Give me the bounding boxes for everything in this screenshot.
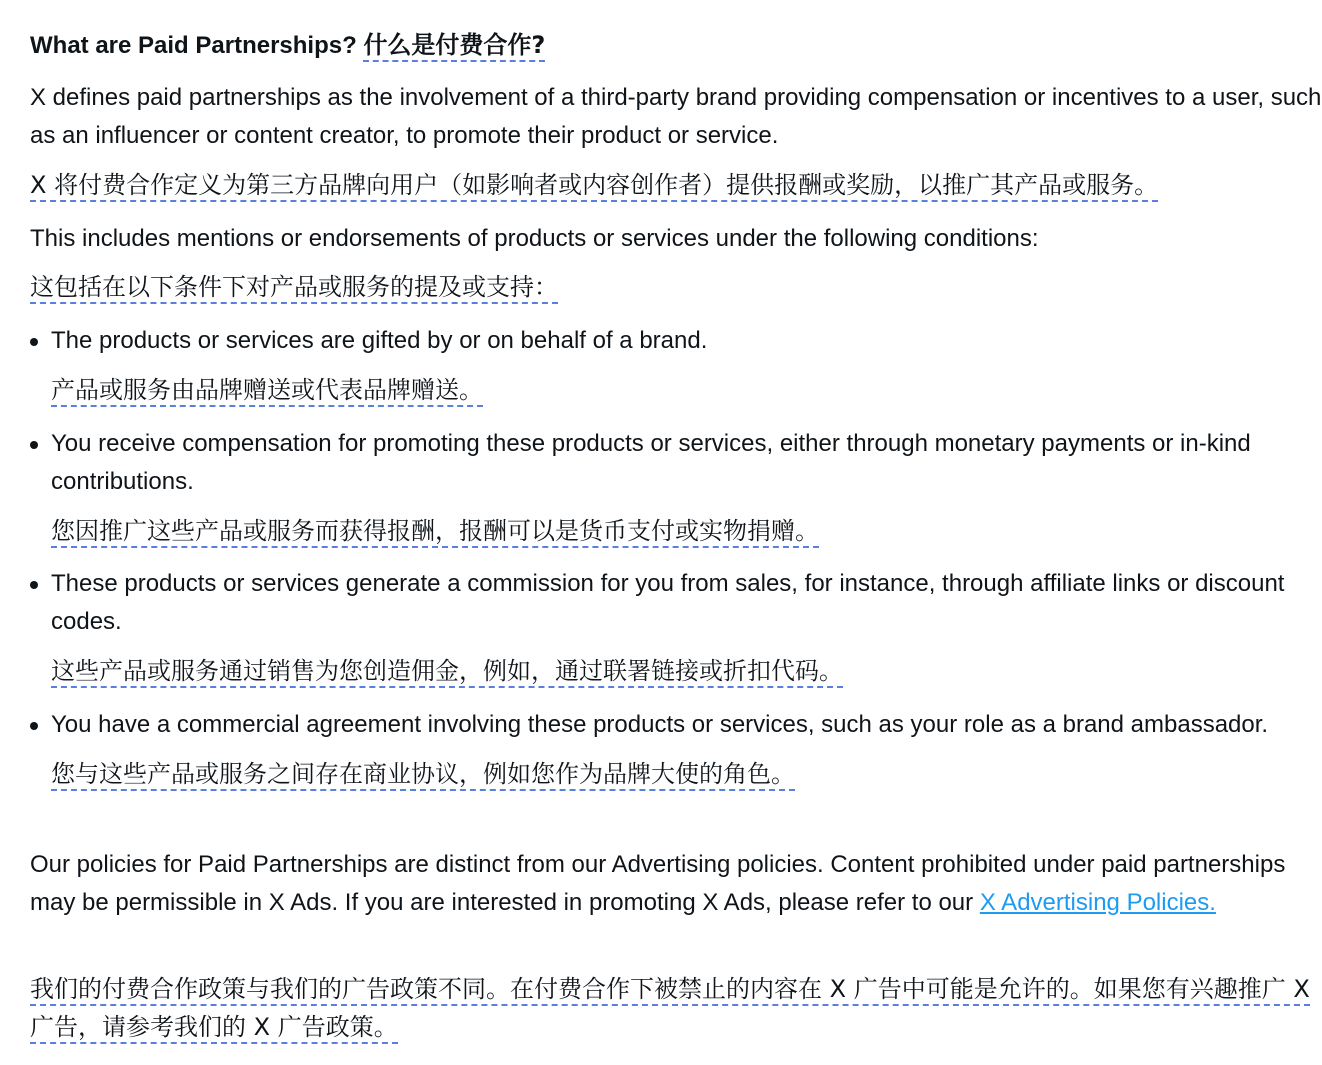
policies-translation-text: 我们的付费合作政策与我们的广告政策不同。在付费合作下被禁止的内容在 X 广告中可能是允许的。如果您有兴趣推广 X 广告，请参考我们的 X 广告政策。 — [30, 975, 1310, 1044]
conditions-translation-text: 这包括在以下条件下对产品或服务的提及或支持： — [30, 273, 558, 304]
list-item-translation-text: 这些产品或服务通过销售为您创造佣金，例如，通过联署链接或折扣代码。 — [51, 657, 843, 688]
list-item-translation — [51, 755, 1322, 793]
list-item-translation — [51, 652, 1322, 690]
list-item-translation — [51, 512, 1322, 550]
bullet-icon — [30, 581, 38, 589]
heading-en: What are Paid Partnerships? — [30, 32, 357, 59]
bullet-icon — [30, 441, 38, 449]
list-item-text: These products or services generate a commission for you from sales, for instance, through affiliate links or discount codes. — [51, 570, 1285, 635]
list-item-text: You have a commercial agreement involving these products or services, such as your role as a brand ambassador. — [51, 711, 1269, 738]
intro-paragraph: X defines paid partnerships as the involvement of a third-party brand providing compensation or incentives to a user, such as an influencer or content creator, to promote their product or service. — [30, 84, 1322, 149]
bullet-icon — [30, 722, 38, 730]
policies-paragraph — [30, 846, 1322, 922]
advertising-policies-link[interactable]: X Advertising Policies. — [979, 889, 1216, 916]
intro-translation-text: X 将付费合作定义为第三方品牌向用户（如影响者或内容创作者）提供报酬或奖励，以推广其产品或服务。 — [30, 171, 1158, 202]
list-item-text: The products or services are gifted by or on behalf of a brand. — [51, 327, 708, 354]
list-item — [30, 706, 1322, 793]
list-item-translation-text: 产品或服务由品牌赠送或代表品牌赠送。 — [51, 376, 483, 407]
conditions-paragraph: This includes mentions or endorsements of products or services under the following conditions: — [30, 225, 1039, 252]
list-item-translation-text: 您与这些产品或服务之间存在商业协议，例如您作为品牌大使的角色。 — [51, 760, 795, 791]
list-item-translation — [51, 371, 1322, 409]
policies-text: Our policies for Paid Partnerships are distinct from our Advertising policies. Content prohibited under paid partnerships may be permissible in X Ads. If you are interested in promoting X Ads, please refer to our — [30, 851, 1286, 916]
intro-translation — [30, 166, 1322, 204]
heading-translation: 什么是付费合作? — [363, 31, 545, 62]
list-item — [30, 322, 1322, 409]
policies-translation — [30, 970, 1322, 1046]
list-item — [30, 565, 1322, 690]
list-item-translation-text: 您因推广这些产品或服务而获得报酬，报酬可以是货币支付或实物捐赠。 — [51, 517, 819, 548]
list-item — [30, 425, 1322, 550]
list-item-text: You receive compensation for promoting these products or services, either through monetary payments or in-kind contributions. — [51, 430, 1251, 495]
bullet-icon — [30, 338, 38, 346]
section-heading — [30, 26, 545, 65]
conditions-translation — [30, 268, 1322, 306]
